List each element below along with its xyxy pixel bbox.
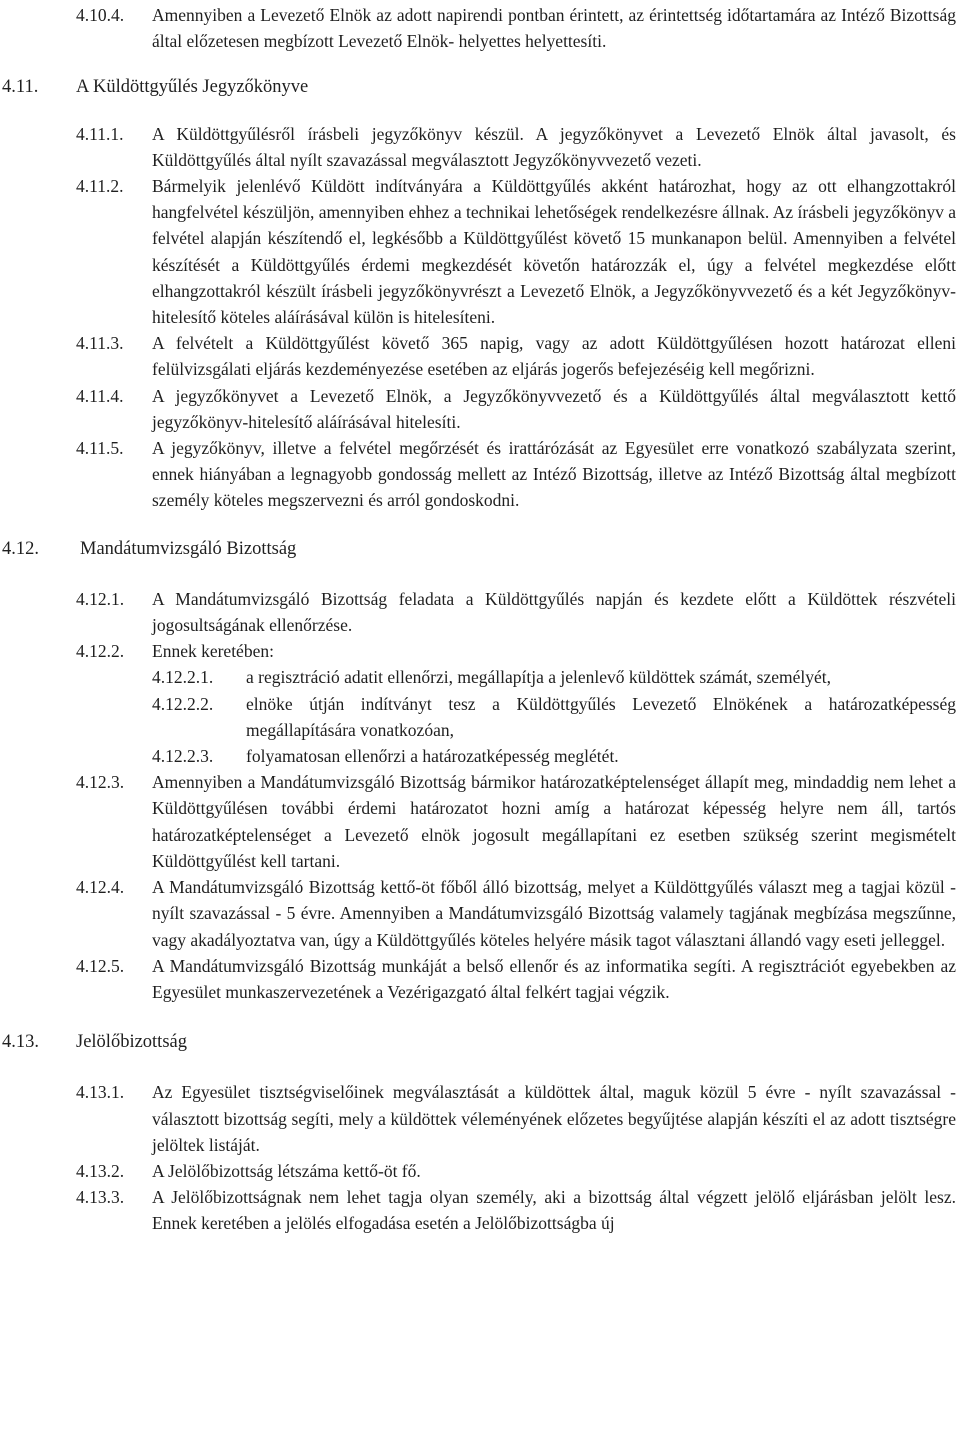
clause-number: 4.11.4. <box>76 385 124 406</box>
clause-4-11-4 <box>0 383 956 435</box>
clause-4-13-1 <box>0 1079 956 1158</box>
clause-number: 4.11.2. <box>76 176 124 197</box>
section-heading-4-11 <box>0 74 960 100</box>
clause-text: a regisztráció adatit ellenőrzi, megállapítja a jelenlevő küldöttek számát, személyét, <box>246 667 832 688</box>
clause-number: 4.13.3. <box>76 1187 125 1208</box>
clause-4-12-5 <box>0 953 956 1005</box>
clause-number: 4.13.2. <box>76 1160 125 1181</box>
clause-text: A Jelölőbizottság létszáma kettő-öt fő. <box>152 1160 421 1181</box>
clause-number: 4.12.4. <box>76 877 125 898</box>
clause-text: elnöke útján indítványt tesz a Küldöttgyűlés Levezető Elnökének a határozatképesség megállapítására vonatkozóan, <box>246 693 956 740</box>
clause-number: 4.11.1. <box>76 123 124 144</box>
clause-4-12-4 <box>0 874 956 953</box>
clause-text: Amennyiben a Mandátumvizsgáló Bizottság bármikor határozatképtelenséget állapít meg, mindaddig nem lehet a Küldöttgyűlésen további érdemi határozatot hozni amíg a határozat képesség helyre nem áll, tartós határozatképtelenséget a Levezető elnök jogosult megállapítani ez esetben szükség szerint megismételt Küldöttgyűlést kell tartani. <box>152 772 956 871</box>
clause-4-12-1 <box>0 586 956 638</box>
clause-number: 4.13.1. <box>76 1082 125 1103</box>
section-4-11-body <box>0 121 960 514</box>
clause-number: 4.12.5. <box>76 955 125 976</box>
clause-4-12-3 <box>0 769 956 874</box>
section-title: Jelölőbizottság <box>76 1032 187 1053</box>
section-4-13-body <box>0 1079 960 1236</box>
clause-text: folyamatosan ellenőrzi a határozatképesség meglétét. <box>246 746 619 767</box>
clause-text: A Mandátumvizsgáló Bizottság munkáját a belső ellenőr és az informatika segíti. A regisztrációt egyebekben az Egyesület munkaszervezetének a Vezérigazgató által felkért tagjai végzik. <box>152 955 956 1002</box>
clause-4-12-2-1 <box>0 664 956 690</box>
clause-4-10-4 <box>0 2 956 54</box>
clause-text: A felvételt a Küldöttgyűlést követő 365 napig, vagy az adott Küldöttgyűlésen hozott határozat elleni felülvizsgálati eljárás kezdeményezése esetében az eljárás jogerős befejezéséig kell megőrizni. <box>152 333 956 380</box>
clause-number: 4.12.2.1. <box>152 667 214 688</box>
section-heading-4-12 <box>0 536 960 562</box>
clause-number: 4.12.2.3. <box>152 746 214 767</box>
section-number: 4.12. <box>2 538 39 559</box>
clause-4-12-2-2 <box>0 691 956 743</box>
section-title: Mandátumvizsgáló Bizottság <box>80 538 297 559</box>
section-number: 4.13. <box>2 1032 39 1053</box>
section-4-12-body <box>0 586 960 1005</box>
clause-text: Bármelyik jelenlévő Küldött indítványára a Küldöttgyűlés akként határozhat, hogy az ott elhangzottakról hangfelvétel készüljön, amennyiben ehhez a technikai lehetőségek rendelkezésre állnak. Az írásbeli jegyzőkönyv a felvétel alapján készítendő el, legkésőbb a Küldöttgyűlést követő 15 munkanapon belül. Amennyiben a felvétel készítését a Küldöttgyűlés érdemi megkezdését követőn határozzák el, úgy a felvétel megkezdése előtt elhangzottakról készült írásbeli jegyzőkönyvrészt a Levezető Elnök, a Jegyzőkönyvvezető és a két Jegyzőkönyv-hitelesítő köteles aláírásával külön is hitelesíteni. <box>152 176 956 328</box>
clause-number: 4.12.2. <box>76 641 125 662</box>
clause-4-11-3 <box>0 330 956 382</box>
clause-number: 4.10.4. <box>76 5 125 25</box>
clause-text: A Küldöttgyűlésről írásbeli jegyzőkönyv készül. A jegyzőkönyvet a Levezető Elnök által javasolt, és Küldöttgyűlés által nyílt szavazással megválasztott Jegyzőkönyvvezető vezeti. <box>152 123 956 170</box>
clause-text: Ennek keretében: <box>152 641 274 662</box>
clause-text: A Jelölőbizottságnak nem lehet tagja olyan személy, aki a bizottság által végzett jelölő eljárásban jelölt lesz. Ennek keretében a jelölés elfogadása esetén a Jelölőbizottságba új <box>152 1187 956 1234</box>
clause-4-11-1 <box>0 121 956 173</box>
section-number: 4.11. <box>2 77 39 98</box>
clause-text: Az Egyesület tisztségviselőinek megválasztását a küldöttek által, maguk közül 5 évre - nyílt szavazással - választott bizottság segíti, mely a küldöttek véleményének előzetes begyűjtése alapján készíti el az adott tisztségre jelöltek listáját. <box>152 1082 956 1155</box>
clause-text: A jegyzőkönyvet a Levezető Elnök, a Jegyzőkönyvvezető és a Küldöttgyűlés által megválasztott kettő jegyzőkönyv-hitelesítő aláírásával hitelesíti. <box>152 385 956 432</box>
clause-number: 4.11.3. <box>76 333 124 354</box>
clause-4-11-2 <box>0 173 956 330</box>
clause-text: A jegyzőkönyv, illetve a felvétel megőrzését és irattárózását az Egyesület erre vonatkozó szabályzata szerint, ennek hiányában a legnagyobb gondosság mellett az Intéző Bizottság, illetve az Intéző Bizottság által megbízott személy köteles megszervezni és arról gondoskodni. <box>152 438 956 511</box>
section-heading-4-13 <box>0 1029 960 1055</box>
clause-number: 4.12.2.2. <box>152 693 214 714</box>
clause-number: 4.11.5. <box>76 438 124 459</box>
clause-number: 4.12.1. <box>76 588 125 609</box>
clause-4-11-5 <box>0 435 956 514</box>
clause-text: A Mandátumvizsgáló Bizottság feladata a Küldöttgyűlés napján és kezdete előtt a Küldöttek részvételi jogosultságának ellenőrzése. <box>152 588 956 636</box>
clause-4-12-2 <box>0 638 956 664</box>
clause-4-13-3 <box>0 1184 956 1236</box>
clause-text: Amennyiben a Levezető Elnök az adott napirendi pontban érintett, az érintettség időtartamára az Intéző Bizottság által előzetesen megbízott Levezető Elnök- helyettes helyettesíti. <box>152 5 956 52</box>
clause-number: 4.12.3. <box>76 772 125 793</box>
clause-text: A Mandátumvizsgáló Bizottság kettő-öt főből álló bizottság, melyet a Küldöttgyűlés választ meg a tagjai közül - nyílt szavazással - 5 évre. Amennyiben a Mandátumvizsgáló Bizottság valamely tagjának megbízása megszűnne, vagy akadályoztatva van, úgy a Küldöttgyűlés köteles helyére másik tagot választani állandó vagy eseti jelleggel. <box>152 877 956 950</box>
clause-4-12-2-3 <box>0 743 956 769</box>
clause-4-13-2 <box>0 1158 956 1184</box>
section-title: A Küldöttgyűlés Jegyzőkönyve <box>76 77 309 98</box>
